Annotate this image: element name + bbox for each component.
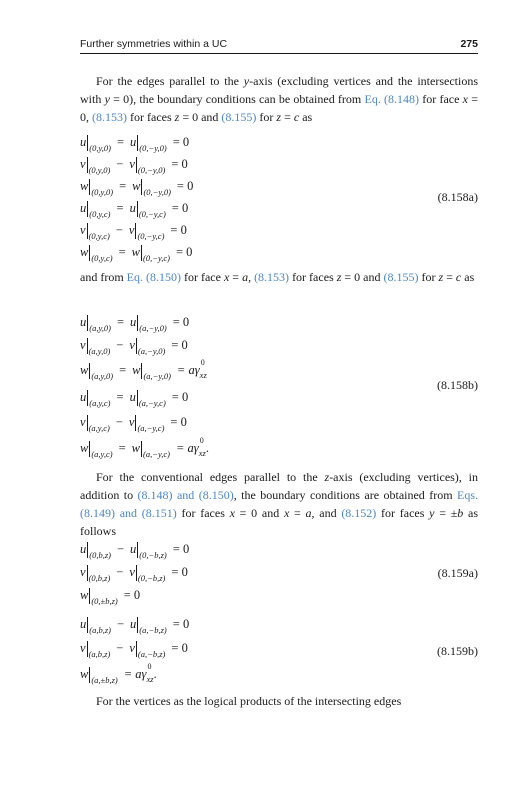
section-title: Further symmetries within a UC: [80, 38, 228, 50]
eq-operator: =: [119, 179, 127, 193]
eval-bar: [87, 157, 88, 173]
ref-eq-8-153[interactable]: (8.153): [92, 110, 127, 124]
eq-var: u: [80, 315, 87, 329]
equation-line: [80, 414, 187, 436]
eq-operator: −: [116, 542, 125, 556]
eq-var: v: [80, 338, 86, 352]
eq-var: v: [80, 157, 86, 171]
gamma-symbol: [193, 436, 206, 461]
eq-rhs: = 0: [171, 565, 188, 579]
eq-subscript: (a,−b,z): [137, 649, 166, 659]
eq-var: u: [130, 542, 137, 556]
eq-subscript: (0,−y,c): [143, 253, 170, 263]
eq-rhs: = 0: [123, 588, 141, 602]
equation-number: (8.159b): [437, 644, 478, 658]
eq-var: w: [80, 667, 89, 681]
eq-subscript: (0,−b,z): [139, 550, 167, 560]
eq-var: v: [129, 565, 135, 579]
ref-eq-8-153[interactable]: (8.153): [254, 270, 290, 284]
eq-operator: −: [116, 641, 124, 655]
eq-end: .: [153, 667, 157, 681]
eq-rhs: = 0: [172, 617, 190, 631]
equation-line: [80, 640, 188, 662]
eq-operator: −: [116, 157, 124, 171]
gamma-symbol: [194, 358, 207, 383]
equation-number: (8.158a): [437, 190, 478, 204]
eval-bar: [87, 223, 88, 239]
eq-subscript: (0,b,z): [88, 573, 111, 583]
eq-operator: =: [116, 201, 124, 215]
ref-eq-8-155[interactable]: (8.155): [383, 270, 419, 284]
eq-operator: −: [116, 338, 124, 352]
equation-line: [80, 389, 188, 411]
eq-subscript: (0,−y,c): [137, 231, 165, 241]
eq-operator: =: [116, 315, 125, 329]
eq-rhs: = 0: [170, 415, 187, 429]
gamma-letter: γ: [193, 441, 199, 455]
eval-bar: [136, 641, 137, 657]
gamma-superscript: 0: [147, 662, 152, 671]
eval-bar: [87, 641, 88, 657]
eq-var: v: [128, 223, 135, 237]
eq-operator: =: [118, 245, 126, 259]
paragraph-face-x-a: and from Eq. (8.150) for face x = a, (8.153) for faces z = 0 and (8.155) for z = c as: [80, 270, 475, 284]
header-rule: [80, 53, 478, 54]
eval-bar: [141, 245, 142, 261]
eq-var: v: [129, 338, 135, 352]
running-header: [80, 34, 478, 54]
eq-var: w: [132, 179, 141, 193]
eq-subscript: (0,y,0): [91, 187, 114, 197]
eq-operator: −: [116, 565, 124, 579]
eq-var: u: [80, 390, 87, 404]
equation-line: [80, 314, 189, 336]
eq-subscript: (0,−y,0): [137, 165, 166, 175]
eq-var: v: [129, 641, 135, 655]
eq-subscript: (a,y,c): [91, 449, 113, 459]
eq-var: w: [80, 441, 89, 455]
eval-bar: [137, 390, 138, 406]
eq-var: u: [129, 201, 136, 215]
eq-operator: =: [116, 390, 124, 404]
eq-rhs: = 0: [171, 338, 188, 352]
equation-line: [80, 178, 193, 200]
eq-var: u: [130, 617, 137, 631]
eq-var: w: [80, 245, 89, 259]
page-number: 275: [460, 38, 478, 50]
eq-subscript: (0,y,c): [89, 209, 111, 219]
eval-bar: [87, 338, 88, 354]
ref-eq-8-155[interactable]: (8.155): [221, 110, 257, 124]
eq-var: u: [130, 315, 137, 329]
eval-bar: [141, 441, 142, 457]
eq-subscript: (a,y,0): [89, 323, 111, 333]
equation-line: [80, 587, 140, 609]
gamma-subscript: xz: [146, 674, 154, 684]
equation-line: [80, 244, 192, 266]
eq-var: v: [80, 415, 86, 429]
equation-line: [80, 662, 157, 688]
eq-var: u: [80, 617, 87, 631]
eq-var: w: [131, 245, 140, 259]
equation-line: [80, 337, 188, 359]
eq-subscript: (0,y,c): [91, 253, 113, 263]
eq-subscript: (0,−y,c): [138, 209, 166, 219]
ref-eq-8-149-8-151[interactable]: Eqs. (8.149) and (8.151): [80, 488, 478, 520]
equation-line: [80, 616, 189, 638]
eq-subscript: (0,−y,0): [143, 187, 171, 197]
eq-subscript: (a,y,c): [89, 398, 111, 408]
eq-var: v: [80, 223, 86, 237]
eq-subscript: (0,y,0): [88, 165, 111, 175]
eq-var: u: [80, 135, 87, 149]
equation-number: (8.159a): [437, 566, 478, 580]
paragraph-edges-z-axis: For the conventional edges parallel to the z-axis (excluding vertices), in addition to (8.148) and (8.150), the boundary conditions are obtained from Eqs. (8.149) and (8.151) for faces x = 0 and x = a, and (8.152) for faces y = ±b as follows: [80, 470, 479, 538]
eq-var: w: [80, 588, 89, 602]
eq-operator: =: [118, 441, 126, 455]
eq-rhs: = 0: [171, 201, 189, 215]
equation-line: [80, 564, 188, 586]
eq-var: w: [132, 363, 141, 377]
eval-bar: [136, 565, 137, 581]
equation-line: [80, 358, 207, 384]
eval-bar: [137, 201, 138, 217]
gamma-superscript: 0: [200, 358, 205, 367]
eq-var: v: [80, 565, 86, 579]
eq-var: u: [129, 390, 136, 404]
gamma-subscript: xz: [199, 370, 207, 380]
eq-subscript: (a,±b,z): [91, 675, 118, 685]
eq-subscript: (a,−y,0): [137, 346, 166, 356]
eq-subscript: (0,b,z): [89, 550, 111, 560]
ref-eq-8-148-8-150[interactable]: (8.148) and (8.150): [137, 488, 234, 502]
eq-var: w: [80, 179, 89, 193]
eq-subscript: (a,b,z): [88, 649, 111, 659]
eq-operator: =: [119, 363, 127, 377]
eq-rhs: = 0: [170, 223, 187, 237]
eq-operator: −: [115, 223, 123, 237]
gamma-subscript: xz: [198, 448, 206, 458]
eq-rhs: = a: [176, 363, 195, 377]
ref-eq-8-150[interactable]: Eq. (8.150): [126, 270, 181, 284]
eq-subscript: (a,y,c): [88, 423, 110, 433]
eq-var: w: [80, 363, 89, 377]
gamma-superscript: 0: [199, 436, 204, 445]
eq-subscript: (a,−b,z): [139, 625, 167, 635]
eq-subscript: (a,−y,0): [143, 371, 171, 381]
eq-rhs: = 0: [171, 157, 188, 171]
eq-rhs: = 0: [172, 542, 190, 556]
eq-var: w: [131, 441, 140, 455]
eq-subscript: (a,y,0): [91, 371, 114, 381]
eq-subscript: (0,−y,0): [139, 143, 167, 153]
eq-subscript: (0,y,c): [88, 231, 110, 241]
eq-end: .: [205, 441, 209, 455]
eq-var: v: [129, 157, 135, 171]
eq-var: u: [130, 135, 137, 149]
eq-subscript: (a,y,0): [88, 346, 111, 356]
eval-bar: [136, 338, 137, 354]
gamma-letter: γ: [194, 363, 200, 377]
equation-line: [80, 134, 189, 156]
eq-operator: =: [116, 135, 125, 149]
eq-rhs: = 0: [171, 390, 189, 404]
eq-subscript: (a,−y,c): [137, 423, 165, 433]
equation-line: [80, 200, 188, 222]
gamma-letter: γ: [141, 667, 147, 681]
eq-var: u: [80, 201, 87, 215]
equation-line: [80, 222, 187, 244]
eq-rhs: = a: [175, 441, 194, 455]
eq-var: v: [80, 641, 86, 655]
eq-rhs: = 0: [172, 135, 190, 149]
paragraph-vertices: For the vertices as the logical products of the intersecting edges: [96, 694, 402, 708]
gamma-symbol: [141, 662, 154, 687]
eq-subscript: (0,−b,z): [137, 573, 166, 583]
ref-eq-8-152[interactable]: (8.152): [341, 506, 377, 520]
eq-subscript: (0,y,0): [89, 143, 111, 153]
eq-rhs: = 0: [172, 315, 190, 329]
eq-subscript: (a,−y,0): [139, 323, 167, 333]
eval-bar: [136, 157, 137, 173]
equation-line: [80, 436, 209, 462]
eq-operator: −: [116, 617, 125, 631]
ref-eq-8-148[interactable]: Eq. (8.148): [364, 92, 420, 106]
eq-operator: −: [115, 415, 123, 429]
eq-rhs: = a: [123, 667, 142, 681]
eq-var: v: [128, 415, 135, 429]
equation-line: [80, 156, 188, 178]
eq-subscript: (a,b,z): [89, 625, 111, 635]
eq-subscript: (0,±b,z): [91, 596, 118, 606]
eq-rhs: = 0: [171, 641, 188, 655]
eq-subscript: (a,−y,c): [138, 398, 166, 408]
eq-subscript: (a,−y,c): [143, 449, 170, 459]
eval-bar: [87, 565, 88, 581]
eq-rhs: = 0: [176, 179, 194, 193]
eval-bar: [87, 415, 88, 431]
equation-line: [80, 541, 189, 563]
eq-rhs: = 0: [175, 245, 193, 259]
equation-number: (8.158b): [437, 378, 478, 392]
eq-var: u: [80, 542, 87, 556]
paragraph-edges-y-axis: For the edges parallel to the y-axis (excluding vertices and the intersections with y = 0), the boundary conditions can be obtained from Eq. (8.148) for face x = 0, (8.153) for faces z = 0 and (8.155) for z = c as: [80, 74, 478, 124]
